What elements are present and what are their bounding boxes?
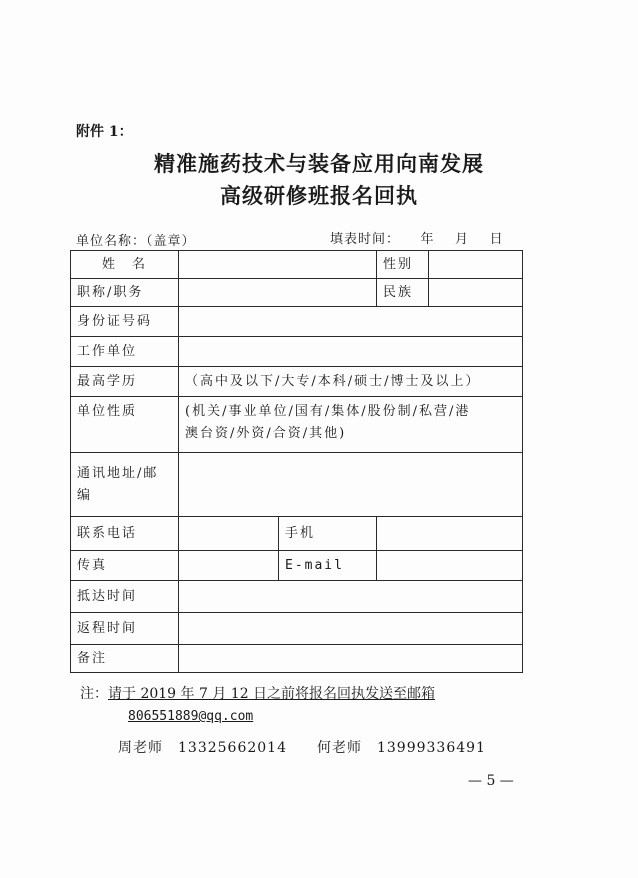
return-time-label: 返程时间 xyxy=(71,613,179,645)
work-unit-field[interactable] xyxy=(179,337,523,367)
registration-form-table xyxy=(70,250,523,673)
fill-time-label: 填表时间： 年 月 日 xyxy=(330,232,504,247)
mobile-field[interactable] xyxy=(377,517,523,551)
table-row xyxy=(71,251,523,279)
fax-label: 传真 xyxy=(71,551,179,581)
attachment-label: 附件 1： xyxy=(76,124,133,140)
title-line-1: 精准施药技术与装备应用向南发展 xyxy=(154,151,484,176)
address-label-line-1: 通讯地址/邮 xyxy=(77,465,159,481)
unit-name-label: 单位名称：（盖章） xyxy=(76,234,196,249)
mobile-label: 手机 xyxy=(279,517,377,551)
return-time-field[interactable] xyxy=(179,613,523,645)
address-field[interactable] xyxy=(179,453,523,517)
address-label xyxy=(71,453,179,517)
table-row xyxy=(71,581,523,613)
remarks-label: 备注 xyxy=(71,645,179,673)
id-number-label: 身份证号码 xyxy=(71,307,179,337)
table-row xyxy=(71,453,523,517)
title-label: 职称/职务 xyxy=(71,279,179,307)
table-row xyxy=(71,551,523,581)
table-row xyxy=(71,397,523,453)
table-row xyxy=(71,613,523,645)
title-field[interactable] xyxy=(179,279,377,307)
phone-label: 联系电话 xyxy=(71,517,179,551)
fax-field[interactable] xyxy=(179,551,279,581)
gender-field[interactable] xyxy=(429,251,523,279)
title-line-2: 高级研修班报名回执 xyxy=(220,183,418,208)
table-row xyxy=(71,279,523,307)
id-number-field[interactable] xyxy=(179,307,523,337)
education-options[interactable]: （高中及以下/大专/本科/硕士/博士及以上） xyxy=(179,367,523,397)
phone-field[interactable] xyxy=(179,517,279,551)
contact-persons: 周老师 13325662014 何老师 13999336491 xyxy=(118,740,486,756)
note-prefix: 注： xyxy=(80,686,108,702)
unit-type-options[interactable] xyxy=(179,397,523,453)
ethnicity-field[interactable] xyxy=(429,279,523,307)
page-number: — 5 — xyxy=(468,773,514,789)
remarks-field[interactable] xyxy=(179,645,523,673)
email-field[interactable] xyxy=(377,551,523,581)
arrival-time-label: 抵达时间 xyxy=(71,581,179,613)
note-text: 请于 2019 年 7 月 12 日之前将报名回执发送至邮箱 xyxy=(108,686,436,702)
table-row xyxy=(71,307,523,337)
arrival-time-field[interactable] xyxy=(179,581,523,613)
note-line xyxy=(80,683,435,703)
table-row xyxy=(71,367,523,397)
name-label: 姓 名 xyxy=(71,251,179,279)
ethnicity-label: 民族 xyxy=(377,279,429,307)
education-label: 最高学历 xyxy=(71,367,179,397)
unit-type-options-line-1: (机关/事业单位/国有/集体/股份制/私营/港 xyxy=(185,404,471,419)
table-row xyxy=(71,517,523,551)
gender-label: 性别 xyxy=(377,251,429,279)
unit-type-options-line-2: 澳台资/外资/合资/其他) xyxy=(185,426,347,441)
table-row xyxy=(71,645,523,673)
unit-type-label: 单位性质 xyxy=(71,397,179,453)
address-label-line-2: 编 xyxy=(77,487,93,503)
table-row xyxy=(71,337,523,367)
email-label: E-mail xyxy=(279,551,377,581)
work-unit-label: 工作单位 xyxy=(71,337,179,367)
name-field[interactable] xyxy=(179,251,377,279)
contact-email[interactable]: 806551889@qq.com xyxy=(128,709,254,724)
